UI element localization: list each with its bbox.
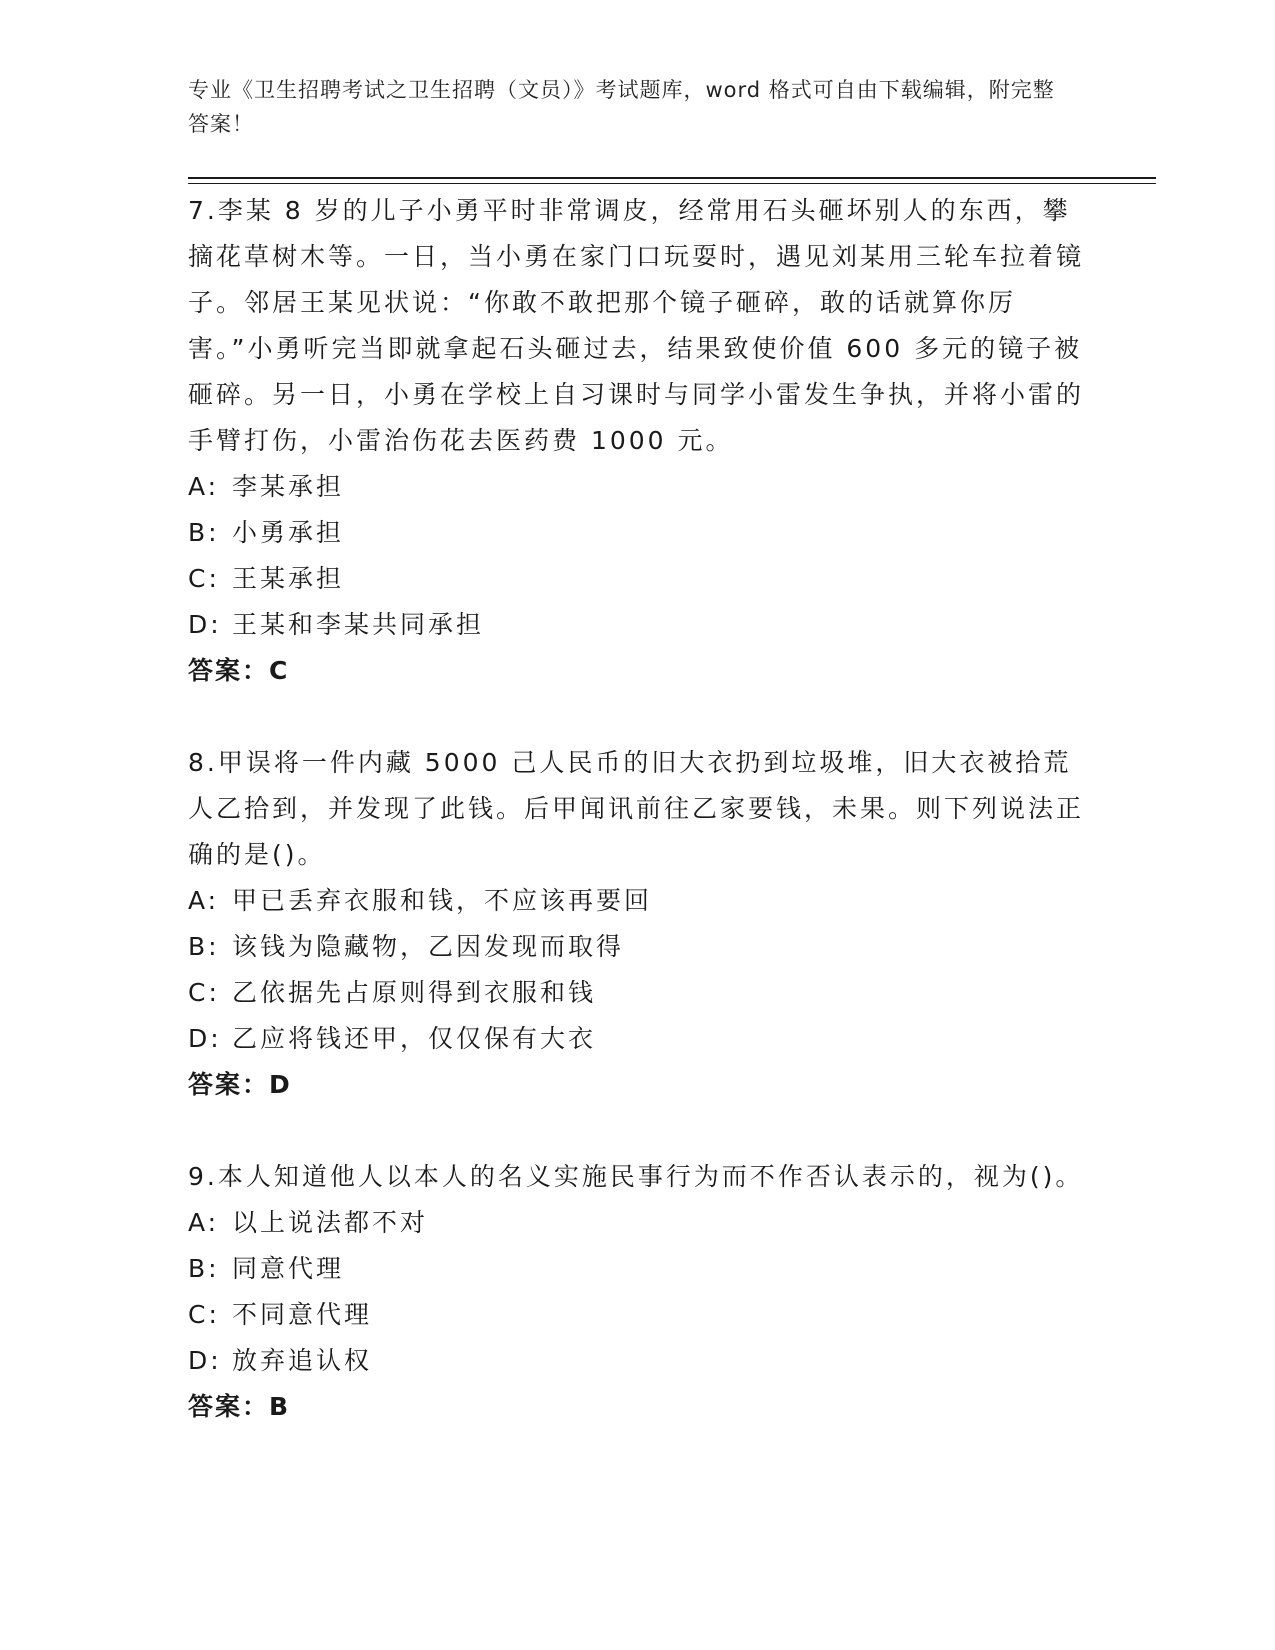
option-text: 小勇承担 [232,518,345,547]
question-7 [188,188,1088,694]
header-divider-thin [188,183,1156,184]
option-letter: B: [188,932,220,961]
option-letter: D: [188,1346,222,1375]
option-text: 甲已丢弃衣服和钱，不应该再要回 [232,886,653,915]
option-d [188,1338,1088,1384]
option-text: 该钱为隐藏物，乙因发现而取得 [232,932,625,961]
option-text: 乙应将钱还甲，仅仅保有大衣 [232,1024,597,1053]
question-spacer [188,694,1088,740]
option-letter: D: [188,1024,222,1053]
option-letter: C: [188,564,220,593]
document-header: 专业《卫生招聘考试之卫生招聘（文员）》考试题库，word 格式可自由下载编辑，附完整答案！ [188,78,1055,136]
option-letter: A: [188,1208,220,1237]
option-b [188,924,1088,970]
option-a [188,1200,1088,1246]
option-b [188,510,1088,556]
option-text: 以上说法都不对 [232,1208,429,1237]
option-letter: B: [188,518,220,547]
option-letter: C: [188,1300,220,1329]
question-stem: 7.李某 8 岁的儿子小勇平时非常调皮，经常用石头砸坏别人的东西，攀摘花草树木等。一日，当小勇在家门口玩耍时，遇见刘某用三轮车拉着镜子。邻居王某见状说：“你敢不敢把那个镜子砸碎，敢的话就算你厉害。”小勇听完当即就拿起石头砸过去，结果致使价值 600 多元的镜子被砸碎。另一日，小勇在学校上自习课时与同学小雷发生争执，并将小雷的手臂打伤，小雷治伤花去医药费 1000 元。 [188,196,1085,455]
question-8 [188,740,1088,1108]
option-a [188,464,1088,510]
option-letter: B: [188,1254,220,1283]
option-d [188,1016,1088,1062]
option-text: 不同意代理 [232,1300,373,1329]
option-text: 乙依据先占原则得到衣服和钱 [232,978,597,1007]
question-list [188,188,1088,1430]
option-letter: A: [188,472,220,501]
question-stem: 9.本人知道他人以本人的名义实施民事行为而不作否认表示的，视为()。 [188,1162,1084,1191]
answer-line: 答案：B [188,1392,291,1421]
question-stem: 8.甲误将一件内藏 5000 己人民币的旧大衣扔到垃圾堆，旧大衣被拾荒人乙拾到，并发现了此钱。后甲闻讯前往乙家要钱，未果。则下列说法正确的是()。 [188,748,1085,869]
option-text: 王某承担 [232,564,345,593]
header-divider-thick [188,177,1156,179]
option-c [188,1292,1088,1338]
option-text: 王某和李某共同承担 [232,610,485,639]
option-letter: D: [188,610,222,639]
answer-line: 答案：D [188,1070,292,1099]
question-spacer [188,1108,1088,1154]
option-text: 李某承担 [232,472,345,501]
question-9 [188,1154,1088,1430]
option-a [188,878,1088,924]
option-b [188,1246,1088,1292]
option-letter: C: [188,978,220,1007]
option-d [188,602,1088,648]
answer-line: 答案：C [188,656,290,685]
option-c [188,970,1088,1016]
option-text: 放弃追认权 [232,1346,373,1375]
option-letter: A: [188,886,220,915]
option-c [188,556,1088,602]
option-text: 同意代理 [232,1254,345,1283]
